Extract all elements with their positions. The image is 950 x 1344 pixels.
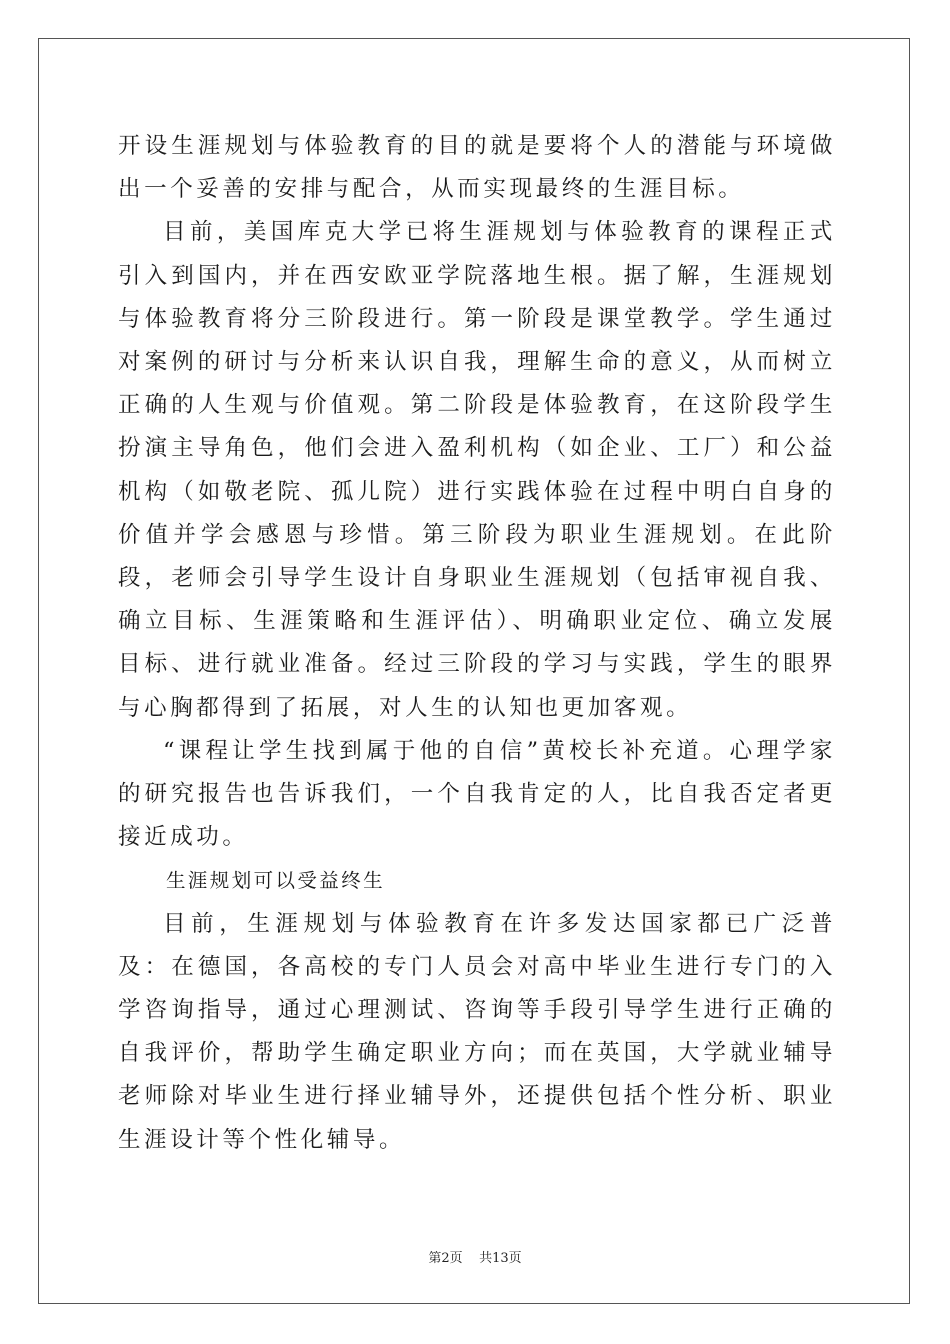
document-body [118, 125, 836, 1162]
paragraph-1: 开设生涯规划与体验教育的目的就是要将个人的潜能与环境做出一个妥善的安排与配合，从而实现最终的生涯目标。 [118, 133, 836, 203]
section-subheading: 生涯规划可以受益终生 [166, 869, 386, 893]
paragraph-3: “课程让学生找到属于他的自信”黄校长补充道。心理学家的研究报告也告诉我们，一个自我肯定的人，比自我否定者更接近成功。 [118, 737, 836, 851]
paragraph-4: 目前，生涯规划与体验教育在许多发达国家都已广泛普及：在德国，各高校的专门人员会对高中毕业生进行专门的入学咨询指导，通过心理测试、咨询等手段引导学生进行正确的自我评价，帮助学生确定职业方向；而在英国，大学就业辅导老师除对毕业生进行择业辅导外，还提供包括个性分析、职业生涯设计等个性化辅导。 [118, 910, 836, 1153]
paragraph-2: 目前，美国库克大学已将生涯规划与体验教育的课程正式引入到国内，并在西安欧亚学院落地生根。据了解，生涯规划与体验教育将分三阶段进行。第一阶段是课堂教学。学生通过对案例的研讨与分析来认识自我，理解生命的意义，从而树立正确的人生观与价值观。第二阶段是体验教育，在这阶段学生扮演主导角色，他们会进入盈利机构（如企业、工厂）和公益机构（如敬老院、孤儿院）进行实践体验在过程中明白自身的价值并学会感恩与珍惜。第三阶段为职业生涯规划。在此阶段，老师会引导学生设计自身职业生涯规划（包括审视自我、确立目标、生涯策略和生涯评估）、明确职业定位、确立发展目标、进行就业准备。经过三阶段的学习与实践，学生的眼界与心胸都得到了拓展，对人生的认知也更加客观。 [118, 219, 836, 721]
page-number: 第2页 [428, 1251, 463, 1266]
page-total: 共13页 [479, 1251, 522, 1266]
page-footer [0, 1247, 950, 1266]
